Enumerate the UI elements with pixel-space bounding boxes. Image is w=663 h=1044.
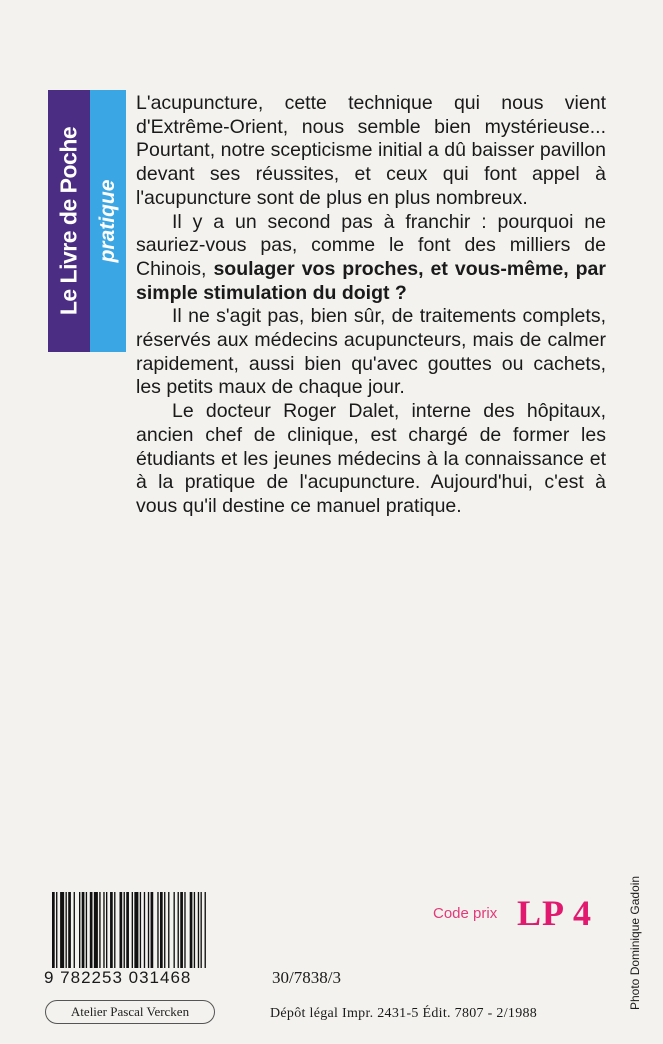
- barcode-bar: [60, 892, 64, 968]
- barcode-bar: [174, 892, 175, 968]
- barcode-bar: [52, 892, 55, 968]
- barcode-bar: [126, 892, 129, 968]
- blurb-paragraph-2-bold: soulager vos proches, et vous-même, par simple stimulation du doigt ?: [136, 257, 606, 304]
- blurb-paragraph-3: Il ne s'agit pas, bien sûr, de traitements complets, réservés aux médecins acupuncteurs, mais de calmer rapidement, aussi bien qu'avec gouttes ou cachets, les petits maux de chaque jour.: [136, 305, 606, 399]
- barcode-bar: [90, 892, 93, 968]
- barcode-bar: [164, 892, 165, 968]
- barcode-bar: [151, 892, 154, 968]
- barcode-bar: [198, 892, 199, 968]
- price-code-value: LP 4: [517, 893, 593, 933]
- barcode-bar: [157, 892, 158, 968]
- barcode-bar: [56, 892, 57, 968]
- barcode: [50, 892, 256, 968]
- barcode-bar: [144, 892, 145, 968]
- barcode-bar: [103, 892, 104, 968]
- series-logo: [48, 90, 126, 352]
- back-cover-blurb: [136, 92, 606, 519]
- barcode-bar: [86, 892, 87, 968]
- barcode-bar: [178, 892, 179, 968]
- barcode-bar: [168, 892, 169, 968]
- barcode-bar: [124, 892, 125, 968]
- barcode-bar: [205, 892, 206, 968]
- barcode-bar: [74, 892, 75, 968]
- photo-credit: Photo Dominique Gadoin: [628, 875, 642, 1010]
- price-code-label: Code prix: [433, 905, 498, 922]
- barcode-bar: [66, 892, 67, 968]
- legal-deposit: Dépôt légal Impr. 2431-5 Édit. 7807 - 2/1988: [270, 1006, 538, 1021]
- barcode-bar: [184, 892, 185, 968]
- series-subtitle: pratique: [96, 179, 119, 263]
- publisher-code: 30/7838/3: [272, 968, 341, 987]
- series-logo-main: [48, 90, 90, 352]
- barcode-bar: [82, 892, 85, 968]
- blurb-paragraph-1: L'acupuncture, cette technique qui nous vient d'Extrême-Orient, nous semble bien mystérieuse... Pourtant, notre scepticisme initial a dû baisser pavillon devant ses réussites, et ceux qui font appel à l'acupuncture sont de plus en plus nombreux.: [136, 92, 606, 209]
- barcode-bar: [106, 892, 107, 968]
- barcode-bar: [99, 892, 100, 968]
- barcode-bar: [132, 892, 133, 968]
- barcode-bar: [114, 892, 115, 968]
- blurb-paragraph-2: [136, 211, 606, 306]
- barcode-bar: [160, 892, 163, 968]
- barcode-bar: [140, 892, 141, 968]
- blurb-paragraph-2-text: Il y a un second pas à franchir : pourquoi ne sauriez-vous pas, comme le font des milliers de Chinois,: [136, 210, 606, 280]
- barcode-bar: [68, 892, 71, 968]
- barcode-bar: [134, 892, 138, 968]
- barcode-bar: [148, 892, 149, 968]
- barcode-bar: [180, 892, 183, 968]
- barcode-bar: [94, 892, 98, 968]
- barcode-bar: [110, 892, 113, 968]
- series-title: Le Livre de Poche: [55, 126, 82, 316]
- barcode-number: 9 782253 031468: [44, 968, 192, 987]
- barcode-bar: [194, 892, 195, 968]
- barcode-bar: [79, 892, 80, 968]
- design-studio-credit: Atelier Pascal Vercken: [45, 1000, 215, 1024]
- barcode-bar: [120, 892, 123, 968]
- series-logo-sub: [90, 90, 126, 352]
- barcode-bar: [190, 892, 193, 968]
- blurb-paragraph-4: Le docteur Roger Dalet, interne des hôpitaux, ancien chef de clinique, est chargé de former les étudiants et les jeunes médecins à la connaissance et à la pratique de l'acupuncture. Aujourd'hui, c'est à vous qu'il destine ce manuel pratique.: [136, 400, 606, 517]
- barcode-bar: [201, 892, 202, 968]
